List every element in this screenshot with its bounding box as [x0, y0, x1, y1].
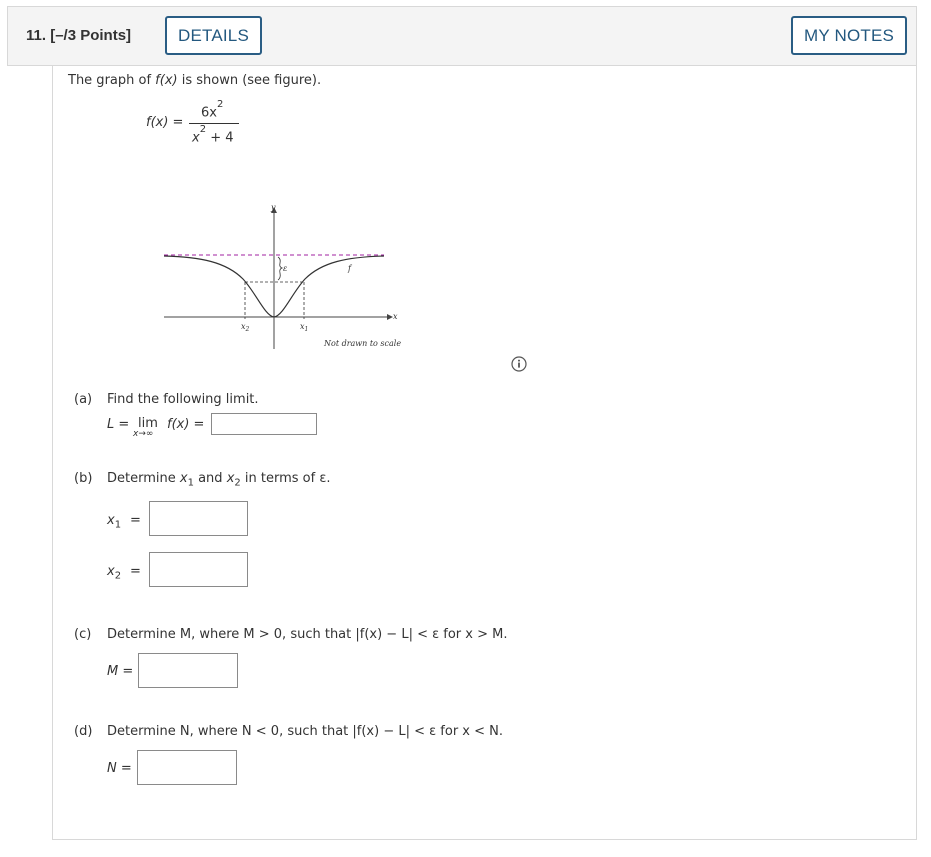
numerator-exp: 2 [216, 99, 224, 110]
part-a-eq-lhs: L = [107, 417, 130, 432]
part-d-eq: N = [107, 761, 132, 776]
intro-text [68, 73, 321, 88]
m-answer-input[interactable] [138, 653, 238, 688]
y-axis-label: y [271, 203, 276, 212]
part-b-x1-sub: 1 [187, 477, 194, 489]
part-b-x2: x [226, 471, 235, 486]
question-number-text: 11. [26, 27, 47, 44]
details-button[interactable]: DETAILS [165, 16, 262, 55]
x2-label-text: x [107, 564, 115, 579]
part-a-lim-sub: x→∞ [133, 429, 154, 439]
x-axis-label: x [393, 312, 398, 321]
x2-tick-label [241, 322, 250, 333]
info-icon[interactable] [511, 356, 527, 372]
x2-answer-input[interactable] [149, 552, 248, 587]
part-b-prompt-a: Determine [107, 471, 180, 486]
part-c-eq: M = [107, 664, 134, 679]
part-d-prompt: Determine N, where N < 0, such that |f(x) − L| < ε for x < N. [107, 724, 503, 739]
intro-f-of-x: f(x) [155, 73, 178, 88]
formula-denominator [192, 124, 234, 146]
numerator-text: 6x [201, 105, 217, 121]
intro-text-b: is shown (see figure). [177, 73, 322, 88]
x2-label-sub: 2 [114, 570, 122, 582]
part-a-lim: lim [138, 416, 158, 431]
part-c-prompt: Determine M, where M > 0, such that |f(x) − L| < ε for x > M. [107, 627, 508, 642]
part-b-label: (b) [74, 471, 93, 486]
limit-answer-input[interactable] [211, 413, 317, 435]
x1-label-text: x [107, 513, 115, 528]
x1-answer-input[interactable] [149, 501, 248, 536]
part-a-label: (a) [74, 392, 93, 407]
function-graph [161, 201, 411, 356]
intro-text-a: The graph of [68, 73, 156, 88]
part-a-prompt: Find the following limit. [107, 392, 259, 407]
not-to-scale-note: Not drawn to scale [324, 339, 402, 348]
x2-tick-sub: 2 [245, 326, 250, 333]
x1-label-sub: 1 [114, 519, 122, 531]
epsilon-brace [278, 257, 282, 280]
f-label: f [348, 264, 351, 273]
part-d-label: (d) [74, 724, 93, 739]
question-points: [–/3 Points] [50, 27, 132, 44]
x1-equals: = [130, 513, 141, 528]
question-number [26, 27, 131, 44]
denominator-rest: + 4 [206, 130, 234, 146]
x1-label [107, 513, 121, 531]
x1-tick-text: x [300, 322, 305, 331]
x2-label [107, 564, 121, 582]
part-a-eq-rhs: f(x) = [167, 417, 205, 432]
formula-numerator [201, 99, 224, 121]
x2-tick-text: x [241, 322, 246, 331]
x2-equals: = [130, 564, 141, 579]
part-b-x1: x [179, 471, 188, 486]
part-b-prompt [107, 471, 330, 489]
part-c-label: (c) [74, 627, 92, 642]
x1-tick-sub: 1 [304, 326, 309, 333]
question-content [52, 66, 917, 840]
denominator-exp: 2 [199, 124, 207, 135]
part-b-and: and [193, 471, 227, 486]
formula-lhs: f(x) = [146, 115, 184, 130]
my-notes-button[interactable]: MY NOTES [791, 16, 907, 55]
n-answer-input[interactable] [137, 750, 237, 785]
denominator-base: x [192, 130, 200, 146]
epsilon-label: ε [283, 264, 288, 273]
question-header [7, 6, 917, 66]
part-b-x2-sub: 2 [234, 477, 241, 489]
part-b-prompt-b: in terms of ε. [240, 471, 331, 486]
x1-tick-label [300, 322, 308, 333]
fraction-bar [189, 123, 239, 124]
